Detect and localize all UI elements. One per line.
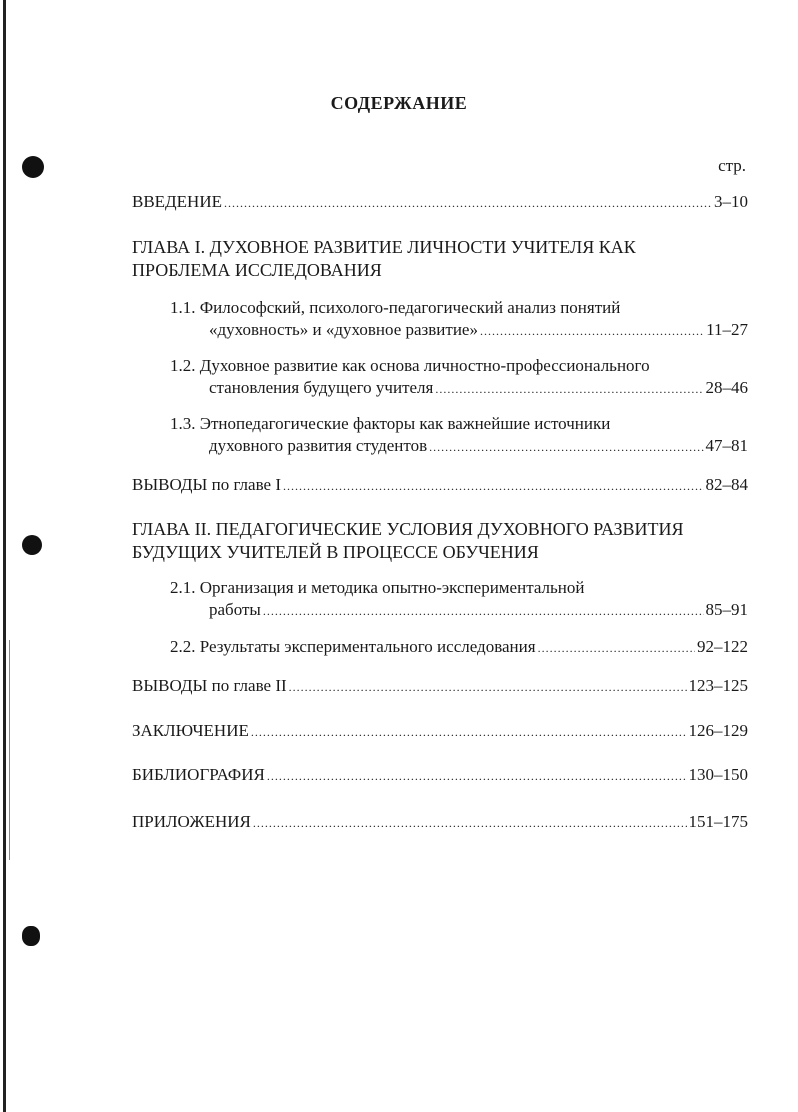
toc-entry-pages: 92–122 bbox=[697, 637, 748, 656]
toc-section-1-3 bbox=[209, 436, 748, 456]
leader-dots bbox=[224, 196, 712, 211]
toc-entry-text: становления будущего учителя bbox=[209, 378, 434, 397]
toc-entry-text: 2.2. Результаты экспериментального исследования bbox=[170, 637, 536, 656]
toc-entry-text: «духовность» и «духовное развитие» bbox=[209, 320, 478, 339]
toc-section-1-2-line1: 1.2. Духовное развитие как основа личностно-профессионального bbox=[170, 356, 650, 375]
punch-hole bbox=[22, 535, 42, 555]
toc-entry-text: ВВЕДЕНИЕ bbox=[132, 192, 222, 211]
leader-dots bbox=[253, 816, 687, 831]
punch-hole bbox=[22, 926, 40, 946]
toc-entry-pages: 47–81 bbox=[705, 436, 748, 455]
leader-dots bbox=[283, 479, 704, 494]
toc-section-2-2 bbox=[170, 637, 748, 657]
toc-entry-pages: 85–91 bbox=[705, 600, 748, 619]
leader-dots bbox=[267, 769, 687, 784]
toc-entry-pages: 126–129 bbox=[688, 721, 748, 740]
toc-entry-appendices bbox=[132, 812, 748, 832]
leader-dots bbox=[435, 382, 703, 397]
toc-section-1-2 bbox=[209, 378, 748, 398]
chapter-2-heading bbox=[132, 518, 752, 564]
toc-section-1-1-line1: 1.1. Философский, психолого-педагогический анализ понятий bbox=[170, 298, 621, 317]
toc-entry-text: ВЫВОДЫ по главе II bbox=[132, 676, 287, 695]
chapter-1-heading bbox=[132, 236, 752, 282]
toc-entry-text: ПРИЛОЖЕНИЯ bbox=[132, 812, 251, 831]
toc-entry-text: ВЫВОДЫ по главе I bbox=[132, 475, 281, 494]
toc-section-1-3-line1: 1.3. Этнопедагогические факторы как важнейшие источники bbox=[170, 414, 611, 433]
toc-entry-pages: 28–46 bbox=[705, 378, 748, 397]
page-title: СОДЕРЖАНИЕ bbox=[330, 93, 468, 113]
page-column-label: стр. bbox=[718, 156, 746, 175]
toc-entry-pages: 123–125 bbox=[688, 676, 748, 695]
toc-entry-text: работы bbox=[209, 600, 261, 619]
toc-entry-text: БИБЛИОГРАФИЯ bbox=[132, 765, 265, 784]
chapter-heading-line: ПРОБЛЕМА ИССЛЕДОВАНИЯ bbox=[132, 260, 382, 280]
toc-section-2-1 bbox=[209, 600, 748, 620]
leader-dots bbox=[538, 641, 695, 656]
toc-entry-pages: 3–10 bbox=[714, 192, 748, 211]
toc-section-2-1-line1: 2.1. Организация и методика опытно-экспериментальной bbox=[170, 578, 585, 597]
chapter-heading-line: БУДУЩИХ УЧИТЕЛЕЙ В ПРОЦЕССЕ ОБУЧЕНИЯ bbox=[132, 542, 539, 562]
chapter-heading-line: ГЛАВА II. ПЕДАГОГИЧЕСКИЕ УСЛОВИЯ ДУХОВНОГО РАЗВИТИЯ bbox=[132, 519, 684, 539]
toc-entry-conclusions-1 bbox=[132, 475, 748, 495]
leader-dots bbox=[263, 604, 704, 619]
binding-edge-mark bbox=[9, 640, 10, 860]
toc-section-1-1 bbox=[209, 320, 748, 340]
toc-entry-conclusion bbox=[132, 721, 748, 741]
toc-entry-pages: 130–150 bbox=[688, 765, 748, 784]
toc-entry-pages: 82–84 bbox=[705, 475, 748, 494]
toc-entry-pages: 11–27 bbox=[706, 320, 748, 339]
binding-edge bbox=[3, 0, 6, 1112]
toc-entry-text: ЗАКЛЮЧЕНИЕ bbox=[132, 721, 249, 740]
toc-entry-intro bbox=[132, 192, 748, 212]
toc-entry-conclusions-2 bbox=[132, 676, 748, 696]
toc-entry-bibliography bbox=[132, 765, 748, 785]
toc-entry-text: духовного развития студентов bbox=[209, 436, 428, 455]
chapter-heading-line: ГЛАВА I. ДУХОВНОЕ РАЗВИТИЕ ЛИЧНОСТИ УЧИТЕЛЯ КАК bbox=[132, 237, 636, 257]
leader-dots bbox=[289, 680, 687, 695]
punch-hole bbox=[22, 156, 44, 178]
leader-dots bbox=[429, 440, 703, 455]
toc-entry-pages: 151–175 bbox=[688, 812, 748, 831]
leader-dots bbox=[480, 324, 704, 339]
leader-dots bbox=[251, 725, 687, 740]
